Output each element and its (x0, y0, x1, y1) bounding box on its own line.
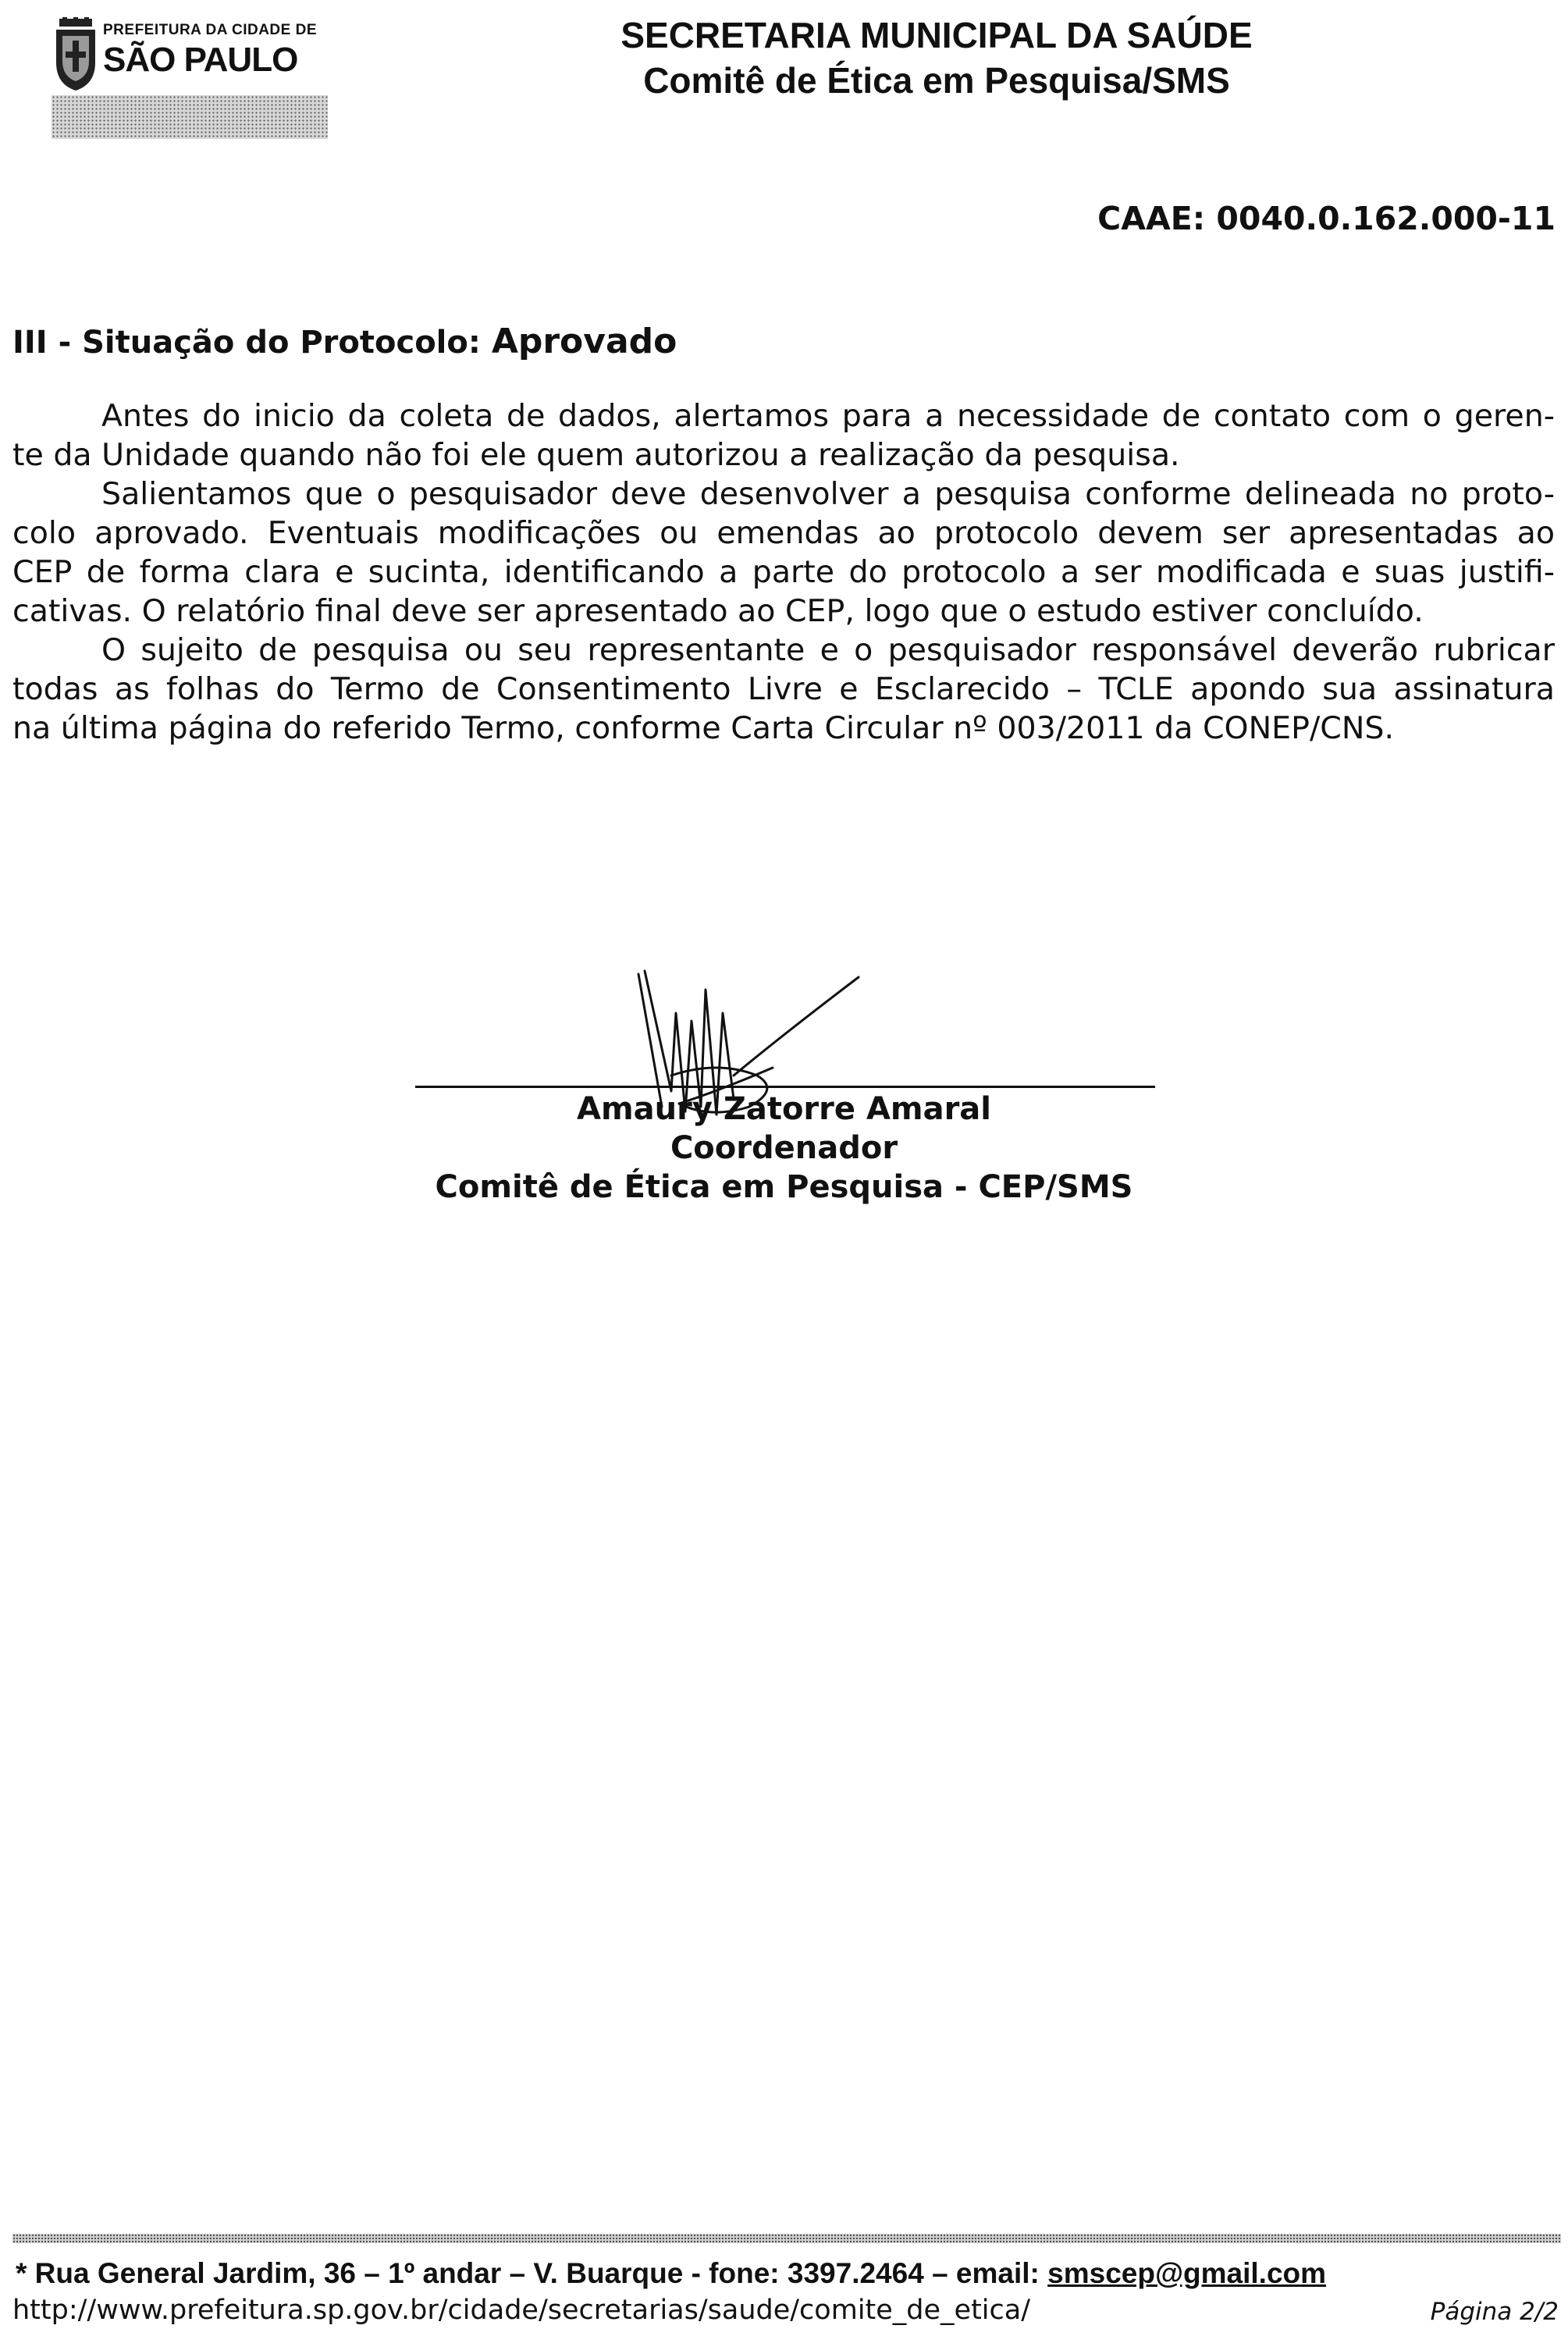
document-body (12, 396, 1555, 748)
protocol-status-label: III - Situação do Protocolo: (12, 325, 481, 361)
signer-organization: Comitê de Ética em Pesquisa - CEP/SMS (435, 1169, 1133, 1205)
body-line: te da Unidade quando não foi ele quem autorizou a realização da pesquisa. (12, 437, 1180, 473)
footer-email-link[interactable]: smscep@gmail.com (1047, 2257, 1327, 2289)
city-crest-icon (52, 17, 100, 92)
page-number: Página 2/2 (1430, 2298, 1559, 2326)
footer-divider (12, 2234, 1561, 2243)
footer-address (16, 2257, 1326, 2290)
protocol-status-value: Aprovado (491, 322, 677, 361)
body-line: Salientamos que o pesquisador deve desenvolver a pesquisa conforme delineada no proto- (101, 476, 1555, 512)
body-line: CEP de forma clara e sucinta, identificando a parte do protocolo a ser modificada e suas justifi- (12, 554, 1555, 590)
logo-prefix-text: PREFEITURA DA CIDADE DE (103, 22, 317, 38)
body-line: O sujeito de pesquisa ou seu representante e o pesquisador responsável deverão rubricar (101, 632, 1555, 668)
body-line: colo aprovado. Eventuais modificações ou emendas ao protocolo devem ser apresentadas ao (12, 515, 1555, 551)
signer-role: Coordenador (670, 1130, 898, 1166)
body-line: todas as folhas do Termo de Consentimento Livre e Esclarecido – TCLE apondo sua assinatura (12, 671, 1555, 707)
protocol-status-heading (12, 322, 677, 361)
body-line: cativas. O relatório final deve ser apresentado ao CEP, logo que o estudo estiver concluído. (12, 593, 1424, 629)
signature-line (415, 1086, 1155, 1088)
logo-halftone-strip (52, 95, 328, 139)
caae-number: CAAE: 0040.0.162.000-11 (1097, 200, 1556, 237)
footer-url-link[interactable]: http://www.prefeitura.sp.gov.br/cidade/secretarias/saude/comite_de_etica/ (12, 2295, 1031, 2326)
body-line: Antes do inicio da coleta de dados, alertamos para a necessidade de contato com o geren- (101, 398, 1555, 434)
body-line: na última página do referido Termo, conforme Carta Circular nº 003/2011 da CONEP/CNS. (12, 710, 1395, 746)
prefeitura-logo (52, 17, 328, 140)
footer-address-text: * Rua General Jardim, 36 – 1º andar – V. Buarque - fone: 3397.2464 – email: (16, 2257, 1048, 2289)
logo-city-text: SÃO PAULO (103, 41, 298, 79)
signer-name: Amaury Zatorre Amaral (577, 1091, 991, 1127)
comite-title: Comitê de Ética em Pesquisa/SMS (643, 60, 1230, 101)
secretaria-title: SECRETARIA MUNICIPAL DA SAÚDE (620, 15, 1253, 55)
